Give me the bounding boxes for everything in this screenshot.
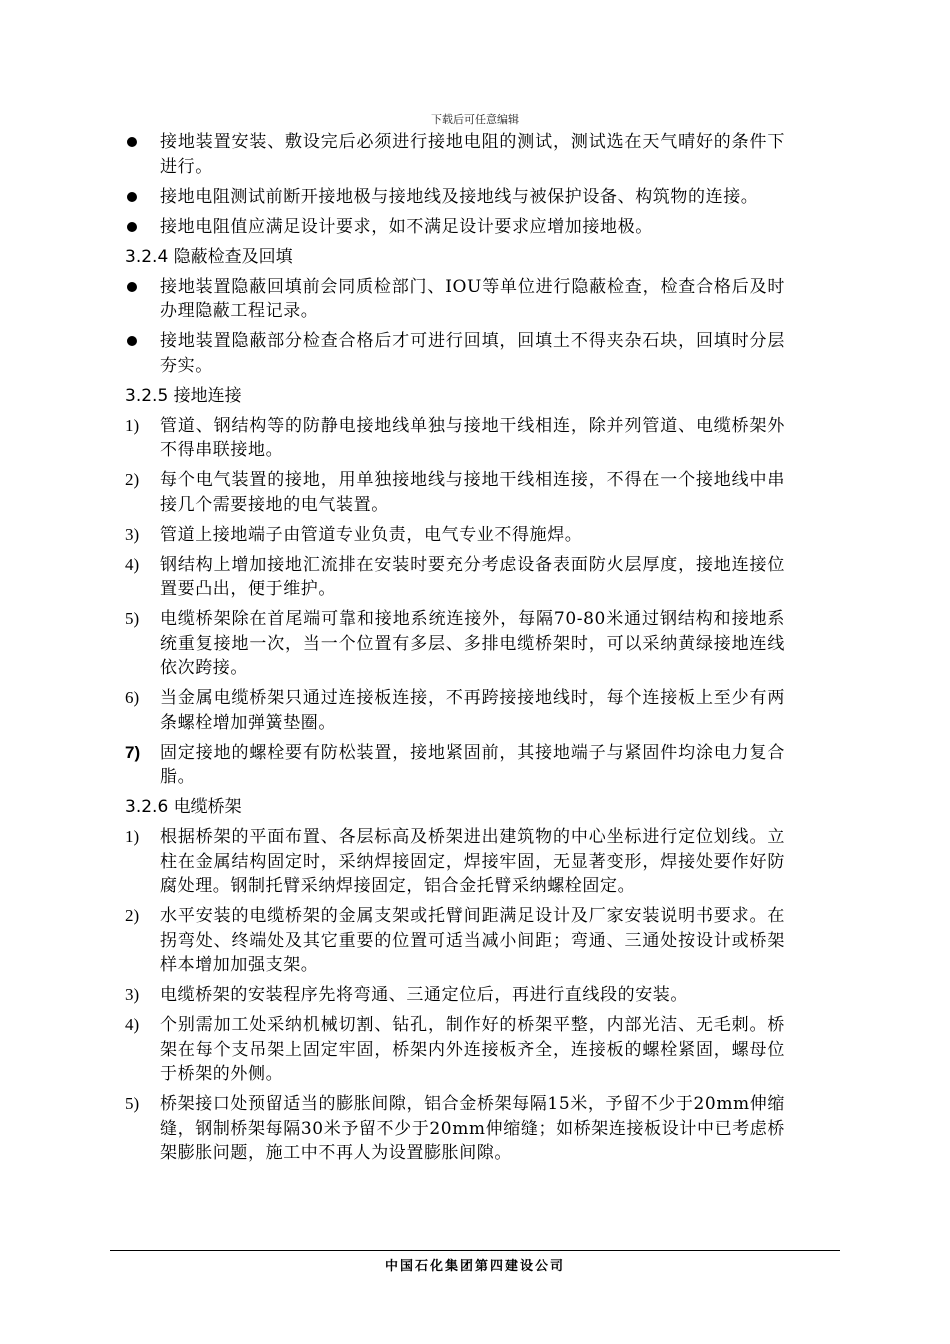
item-number: 2): [125, 906, 140, 925]
item-number: 6): [125, 688, 140, 707]
bullet-item: [125, 130, 785, 179]
bullet-icon: [127, 222, 137, 232]
footer-company: 中国石化集团第四建设公司: [384, 1259, 565, 1274]
section-heading-3-2-5: 3.2.5 接地连接: [125, 385, 242, 406]
bullet-item: [125, 185, 785, 210]
numbered-item: [125, 983, 785, 1008]
item-text: 水平安装的电缆桥架的金属支架或托臂间距满足设计及厂家安装说明书要求。在拐弯处、终端处及其它重要的位置可适当减小间距；弯通、三通处按设计或桥架样本增加加强支架。: [160, 906, 785, 975]
bullet-text: 接地电阻值应满足设计要求，如不满足设计要求应增加接地极。: [160, 216, 653, 237]
item-number: 4): [125, 1015, 140, 1034]
numbered-item: [125, 1013, 785, 1087]
bullet-icon: [127, 282, 137, 292]
section-heading-3-2-4: 3.2.4 隐蔽检查及回填: [125, 246, 293, 267]
item-text: 当金属电缆桥架只通过连接板连接，不再跨接接地线时，每个连接板上至少有两条螺栓增加弹簧垫圈。: [160, 688, 785, 733]
item-text: 桥架接口处预留适当的膨胀间隙，铝合金桥架每隔15米，予留不少于20mm伸缩缝，钢制桥架每隔30米予留不少于20mm伸缩缝；如桥架连接板设计中已考虑桥架膨胀问题，施工中不再人为设置膨胀间隙。: [160, 1094, 785, 1163]
item-number: 4): [125, 554, 140, 574]
numbered-item: [125, 414, 785, 463]
numbered-item: [125, 686, 785, 735]
bullet-icon: [127, 336, 137, 346]
numbered-item: [125, 607, 785, 681]
bullet-item: [125, 215, 785, 240]
item-text: 固定接地的螺栓要有防松装置，接地紧固前，其接地端子与紧固件均涂电力复合脂。: [160, 742, 785, 787]
bullet-text: 接地装置安装、敷设完后必须进行接地电阻的测试，测试选在天气晴好的条件下进行。: [160, 132, 785, 177]
item-number: 5): [125, 609, 140, 628]
item-text: 每个电气装置的接地，用单独接地线与接地干线相连接，不得在一个接地线中串接几个需要接地的电气装置。: [160, 470, 785, 515]
numbered-item: [125, 468, 785, 517]
item-number: 3): [125, 524, 140, 544]
numbered-item: [125, 741, 785, 790]
item-text: 管道、钢结构等的防静电接地线单独与接地干线相连，除并列管道、电缆桥架外不得串联接地。: [160, 415, 785, 460]
item-number: 5): [125, 1094, 140, 1113]
item-number: 1): [125, 415, 140, 435]
item-number: 2): [125, 470, 140, 489]
item-text: 电缆桥架除在首尾端可靠和接地系统连接外，每隔70-80米通过钢结构和接地系统重复接地一次，当一个位置有多层、多排电缆桥架时，可以采纳黄绿接地连线依次跨接。: [160, 609, 785, 678]
item-number: 7): [125, 742, 141, 762]
bullet-item: [125, 275, 785, 324]
document-body: [125, 130, 785, 1171]
item-text: 个别需加工处采纳机械切割、钻孔，制作好的桥架平整，内部光洁、无毛刺。桥架在每个支吊架上固定牢固，桥架内外连接板齐全，连接板的螺栓紧固，螺母位于桥架的外侧。: [160, 1015, 785, 1084]
bullet-text: 接地电阻测试前断开接地极与接地线及接地线与被保护设备、构筑物的连接。: [160, 186, 759, 207]
bullet-icon: [127, 192, 137, 202]
item-text: 电缆桥架的安装程序先将弯通、三通定位后，再进行直线段的安装。: [160, 985, 688, 1005]
item-text: 钢结构上增加接地汇流排在安装时要充分考虑设备表面防火层厚度，接地连接位置要凸出，便于维护。: [160, 554, 785, 599]
bullet-text: 接地装置隐蔽部分检查合格后才可进行回填，回填土不得夹杂石块，回填时分层夯实。: [160, 331, 785, 376]
footer-divider: [110, 1250, 840, 1251]
bullet-icon: [127, 137, 137, 147]
numbered-item: [125, 553, 785, 602]
numbered-item: [125, 904, 785, 978]
item-number: 3): [125, 985, 140, 1004]
item-number: 1): [125, 827, 140, 846]
page-header-note: 下载后可任意编辑: [431, 113, 519, 126]
numbered-item: [125, 523, 785, 548]
numbered-item: [125, 825, 785, 899]
item-text: 根据桥架的平面布置、各层标高及桥架进出建筑物的中心坐标进行定位划线。立柱在金属结构固定时，采纳焊接固定，焊接牢固，无显著变形，焊接处要作好防腐处理。钢制托臂采纳焊接固定，铝合金托臂采纳螺栓固定。: [160, 827, 785, 896]
item-text: 管道上接地端子由管道专业负责，电气专业不得施焊。: [160, 524, 583, 545]
numbered-item: [125, 1092, 785, 1166]
bullet-text: 接地装置隐蔽回填前会同质检部门、IOU等单位进行隐蔽检查，检查合格后及时办理隐蔽工程记录。: [160, 276, 785, 321]
section-heading-3-2-6: 3.2.6 电缆桥架: [125, 797, 242, 817]
bullet-item: [125, 329, 785, 378]
